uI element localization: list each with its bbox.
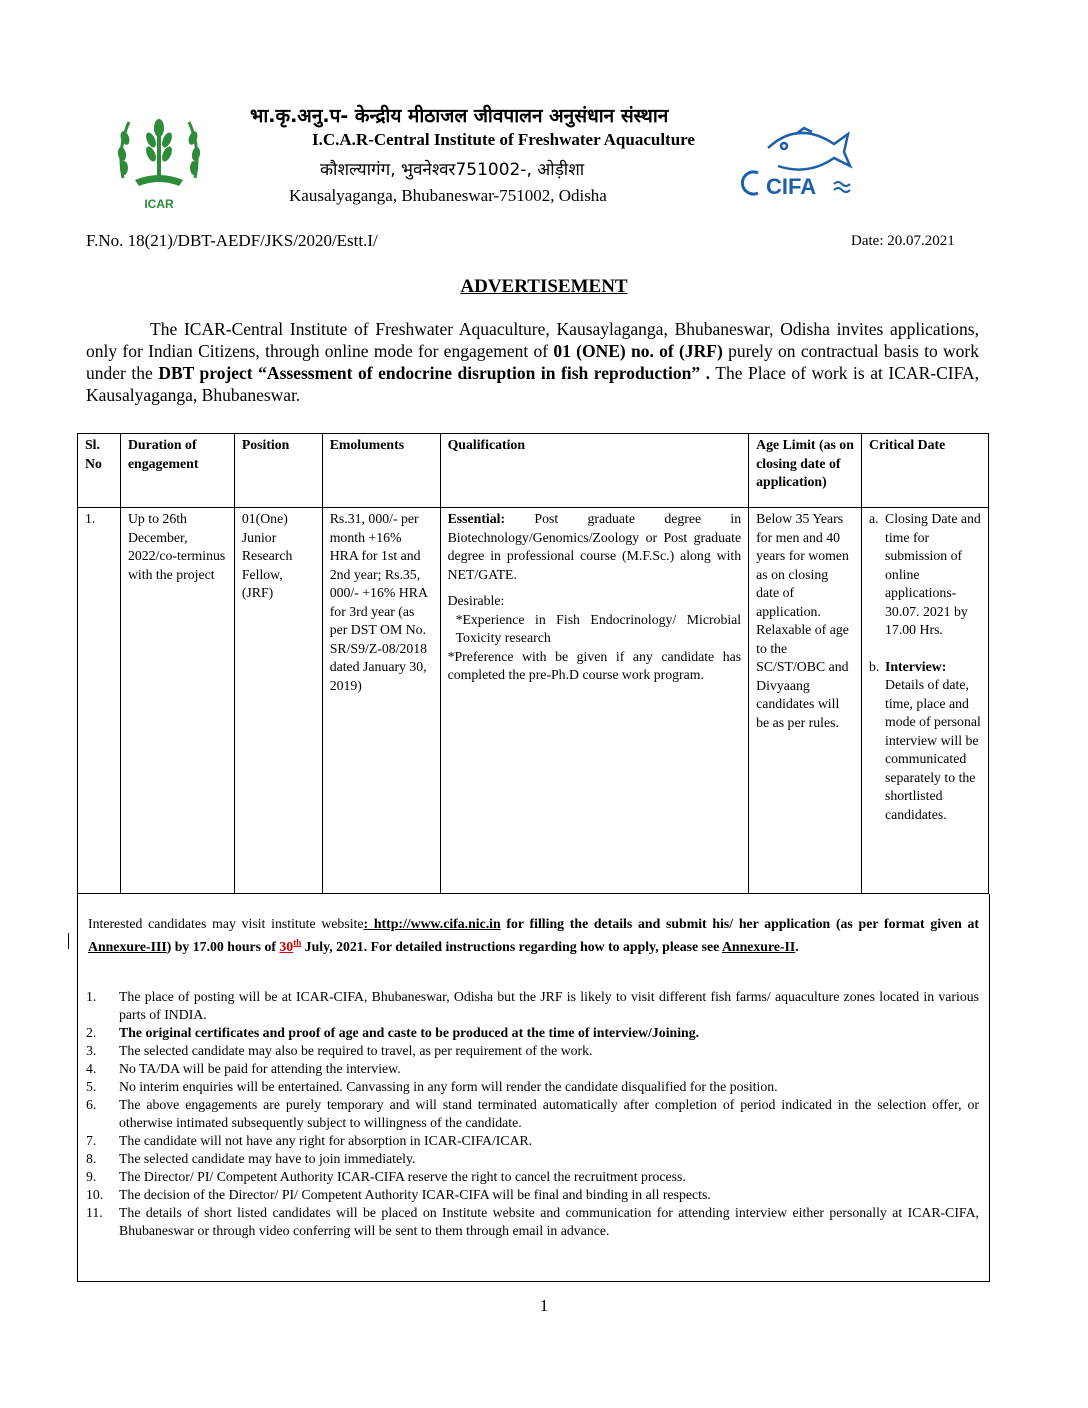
item-text: No interim enquiries will be entertained. Canvassing in any form will render the candidate disqualified for the position. bbox=[119, 1079, 778, 1094]
list-item bbox=[86, 1150, 979, 1168]
list-item bbox=[86, 1060, 979, 1078]
item-text: No TA/DA will be paid for attending the interview. bbox=[119, 1061, 401, 1076]
item-number: 2. bbox=[86, 1025, 97, 1040]
icar-logo bbox=[113, 108, 205, 212]
table-row bbox=[78, 508, 989, 894]
item-text: The selected candidate may have to join immediately. bbox=[119, 1151, 416, 1166]
hindi-address: कौशल्यागंग, भुवनेश्वर751002-, ओड़ीशा bbox=[320, 160, 585, 180]
table-header-row bbox=[78, 434, 989, 508]
header-sl: Sl. No bbox=[78, 434, 121, 508]
cell-duration: Up to 26th December, 2022/co-terminus with the project bbox=[120, 508, 234, 894]
cell-critical-date bbox=[862, 508, 989, 894]
header-critical-date: Critical Date bbox=[862, 434, 989, 508]
list-item bbox=[86, 1204, 979, 1240]
header-qualification: Qualification bbox=[440, 434, 749, 508]
intro-bold-1: 01 (ONE) no. of (JRF) bbox=[553, 341, 723, 361]
item-number: 10. bbox=[86, 1187, 104, 1202]
item-number: 7. bbox=[86, 1133, 97, 1148]
list-item bbox=[86, 1096, 979, 1132]
item-text: The Director/ PI/ Competent Authority ICAR-CIFA reserve the right to cancel the recruitment process. bbox=[119, 1169, 686, 1184]
item-number: 1. bbox=[86, 989, 97, 1004]
cell-position: 01(One) Junior Research Fellow, (JRF) bbox=[234, 508, 322, 894]
annexure-ii-link[interactable]: Annexure-II bbox=[721, 938, 796, 954]
intro-bold-2: DBT project “Assessment of endocrine disruption in fish reproduction” . bbox=[158, 363, 711, 383]
list-item bbox=[86, 988, 979, 1024]
deadline-day: 30 bbox=[279, 938, 294, 954]
cell-age-limit: Below 35 Years for men and 40 years for women as on closing date of application. Relaxable of age to the SC/ST/OBC and Divyaang candidates will be as per rules. bbox=[749, 508, 862, 894]
item-text: The original certificates and proof of age and caste to be produced at the time of interview/Joining. bbox=[119, 1025, 700, 1040]
page-number: 1 bbox=[539, 1296, 549, 1315]
english-institute-title: I.C.A.R-Central Institute of Freshwater Aquaculture bbox=[312, 130, 695, 149]
note-text-4: July, 2021. For detailed instructions regarding how to apply, please see bbox=[301, 938, 722, 954]
hindi-institute-title: भा.कृ.अनु.प- केन्द्रीय मीठाजल जीवपालन अनुसंधान संस्थान bbox=[250, 105, 669, 127]
essential-text: Post graduate degree in Biotechnology/Genomics/Zoology or Post graduate degree in professional course (M.F.Sc.) along with NET/GATE. bbox=[447, 511, 742, 582]
item-number: 11. bbox=[86, 1205, 103, 1220]
list-item bbox=[86, 1168, 979, 1186]
deadline-day-suffix: th bbox=[293, 937, 302, 947]
vacancy-table bbox=[77, 433, 989, 894]
header-position: Position bbox=[234, 434, 322, 508]
item-number: 3. bbox=[86, 1043, 97, 1058]
cell-sl: 1. bbox=[78, 508, 121, 894]
item-number: 9. bbox=[86, 1169, 97, 1184]
cell-qualification bbox=[440, 508, 749, 894]
intro-paragraph bbox=[86, 318, 979, 406]
issue-date: Date: 20.07.2021 bbox=[851, 233, 955, 249]
critical-b-label: b. bbox=[869, 658, 880, 674]
icar-logo-text: ICAR bbox=[144, 197, 174, 211]
preference-text: *Preference with be given if any candidate has completed the pre-Ph.D course work program. bbox=[447, 648, 742, 682]
item-text: The candidate will not have any right for absorption in ICAR-CIFA/ICAR. bbox=[119, 1133, 533, 1148]
conditions-list bbox=[86, 988, 979, 1240]
annexure-iii-link[interactable]: Annexure-III bbox=[88, 938, 167, 954]
note-text-2: for filling the details and submit his/ her application (as per format given at bbox=[500, 916, 979, 931]
application-note bbox=[88, 914, 979, 956]
intro-text-2: purely on contractual basis to work under the bbox=[86, 341, 980, 383]
item-number: 6. bbox=[86, 1097, 97, 1112]
header-duration: Duration of engagement bbox=[120, 434, 234, 508]
item-text: The place of posting will be at ICAR-CIFA, Bhubaneswar, Odisha but the JRF is likely to visit different fish farms/ aquaculture zones located in various parts of INDIA. bbox=[119, 989, 979, 1022]
cifa-logo bbox=[738, 118, 858, 208]
interview-label: Interview: bbox=[885, 658, 947, 674]
item-text: The above engagements are purely temporary and will stand terminated automatically after completion of period indicated in the selection offer, or otherwise intimated subsequently subject to willingness of the candidate. bbox=[119, 1097, 979, 1130]
item-number: 5. bbox=[86, 1079, 97, 1094]
intro-text-1: The ICAR-Central Institute of Freshwater Aquaculture, Kausaylaganga, Bhubaneswar, Odisha invites applications, only for Indian Citizens, through online mode for engagement of bbox=[86, 319, 979, 361]
header-emoluments: Emoluments bbox=[322, 434, 440, 508]
list-item bbox=[86, 1132, 979, 1150]
essential-label: Essential: bbox=[447, 511, 506, 526]
desirable-text: *Experience in Fish Endocrinology/ Microbial Toxicity research bbox=[455, 611, 742, 645]
cell-emoluments: Rs.31, 000/- per month +16% HRA for 1st and 2nd year; Rs.35, 000/- +16% HRA for 3rd year (as per DST OM No. SR/S9/Z-08/2018 dated January 30, 2019) bbox=[322, 508, 440, 894]
interview-text: Details of date, time, place and mode of personal interview will be communicated separately to the shortlisted candidates. bbox=[885, 677, 981, 822]
item-text: The details of short listed candidates will be placed on Institute website and communication for attending interview either personally at ICAR-CIFA, Bhubaneswar or through video conferring will be sent to them through email in advance. bbox=[119, 1205, 979, 1238]
item-number: 8. bbox=[86, 1151, 97, 1166]
english-address: Kausalyaganga, Bhubaneswar-751002, Odisha bbox=[289, 186, 607, 205]
item-text: The decision of the Director/ PI/ Competent Authority ICAR-CIFA will be final and binding in all respects. bbox=[119, 1187, 711, 1202]
item-text: The selected candidate may also be required to travel, as per requirement of the work. bbox=[119, 1043, 593, 1058]
desirable-label: Desirable: bbox=[447, 593, 505, 608]
list-item bbox=[86, 1024, 979, 1042]
intro-text-3: The Place of work is at ICAR-CIFA, Kausalyaganga, Bhubaneswar. bbox=[86, 363, 980, 405]
note-text-1: Interested candidates may visit institute website bbox=[88, 916, 364, 931]
closing-date-text: Closing Date and time for submission of online applications-30.07. 2021 by 17.00 Hrs. bbox=[885, 511, 981, 637]
file-number: F.No. 18(21)/DBT-AEDF/JKS/2020/Estt.I/ bbox=[86, 231, 378, 250]
note-text-5: . bbox=[795, 938, 799, 954]
list-item bbox=[86, 1042, 979, 1060]
website-link[interactable]: : http://www.cifa.nic.in bbox=[363, 916, 501, 931]
item-number: 4. bbox=[86, 1061, 97, 1076]
note-text-3: ) by 17.00 hours of bbox=[166, 938, 280, 954]
list-item bbox=[86, 1078, 979, 1096]
margin-mark bbox=[68, 933, 69, 949]
header-age-limit: Age Limit (as on closing date of application) bbox=[749, 434, 862, 508]
list-item bbox=[86, 1186, 979, 1204]
critical-a-label: a. bbox=[869, 511, 879, 526]
page-title: ADVERTISEMENT bbox=[460, 276, 628, 297]
cifa-logo-text: CIFA bbox=[766, 174, 817, 199]
